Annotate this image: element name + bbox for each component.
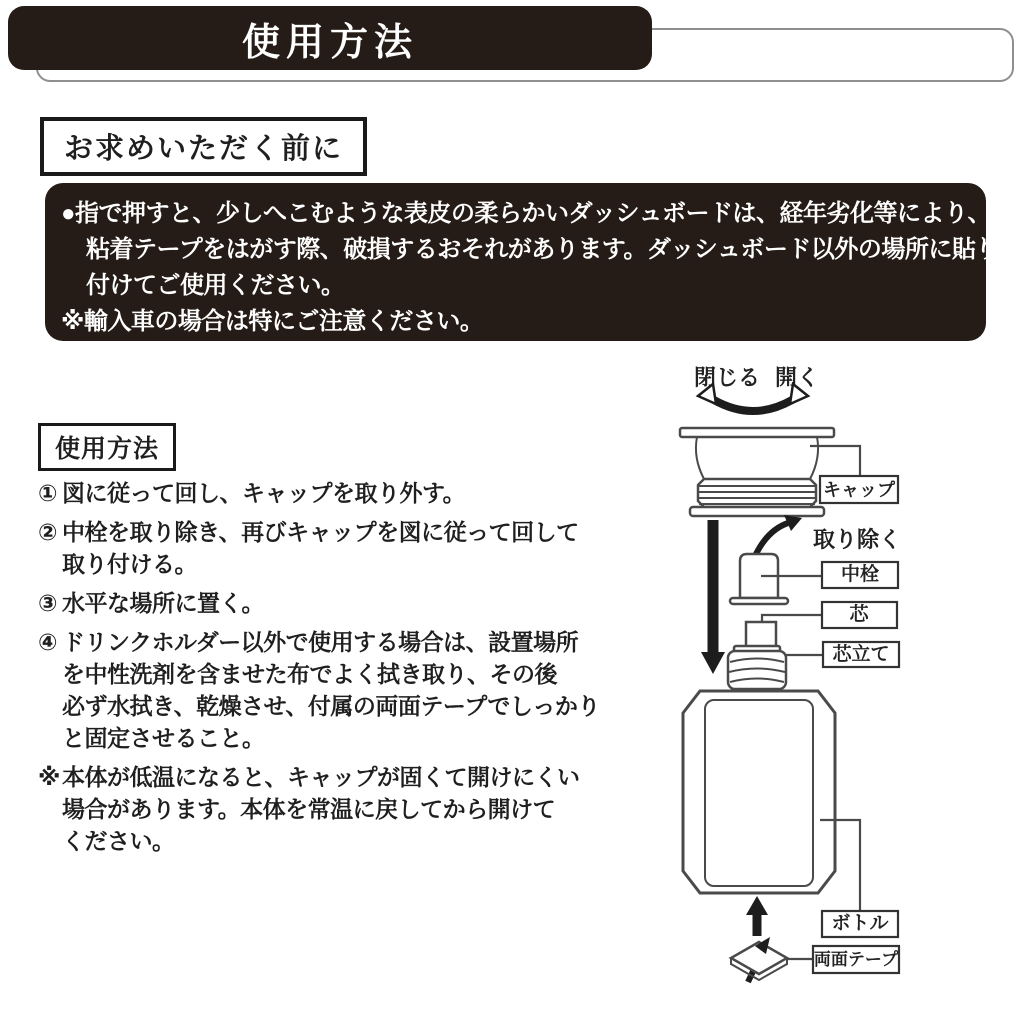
step-marker: ① [38, 480, 57, 506]
remove-arrow-icon [756, 515, 802, 554]
svg-text:キャップ: キャップ [823, 480, 895, 500]
cap-label [820, 476, 898, 503]
usage-steps [38, 477, 613, 864]
warning-note: ※輸入車の場合は特にご注意ください。 [61, 308, 484, 335]
tape-label [813, 946, 899, 973]
tape-shape [731, 937, 787, 982]
cap-shape [680, 428, 834, 516]
up-arrow-icon [746, 896, 768, 936]
warning-line: ●指で押すと、少しへこむような表皮の柔らかいダッシュボードは、経年劣化等により、 [61, 200, 992, 227]
page-header [8, 6, 652, 70]
remove-label: 取り除く [812, 527, 902, 552]
note-marker: ※ [61, 308, 84, 335]
svg-text:両面テープ: 両面テープ [813, 950, 899, 969]
warning-line: 粘着テープをはがす際、破損するおそれがあります。ダッシュボード以外の場所に貼り [86, 236, 999, 263]
inner-plug-label [822, 562, 898, 588]
step-marker: ② [38, 519, 57, 545]
temperature-note: ※本体が低温になると、キャップが固くて開けにくい 場合があります。本体を常温に戻してから開けて ください。 [38, 761, 613, 857]
bottle-shape [683, 691, 835, 893]
svg-text:ボトル: ボトル [831, 913, 889, 934]
down-arrow-icon [701, 520, 725, 674]
step-1: ① 図に従って回し、キャップを取り外す。 [38, 477, 613, 509]
step-2: ② 中栓を取り除き、再びキャップを図に従って回して 取り付ける。 [38, 516, 613, 580]
wick-label [822, 602, 897, 628]
warning-line: 付けてご使用ください。 [86, 272, 345, 299]
step-marker: ③ [38, 590, 57, 616]
close-direction-label: 閉じる [693, 365, 761, 390]
svg-text:中栓: 中栓 [840, 564, 880, 585]
bullet-icon: ● [61, 200, 75, 227]
svg-text:芯: 芯 [849, 604, 869, 625]
wick-shape [746, 622, 776, 648]
svg-text:芯立て: 芯立て [832, 644, 890, 665]
page-title: 使用方法 [241, 21, 418, 64]
before-purchase-title: お求めいただく前に [40, 117, 367, 176]
step-4: ④ ドリンクホルダー以外で使用する場合は、設置場所 を中性洗剤を含ませた布でよく拭き取り、その後 必ず水拭き、乾燥させ、付属の両面テープでしっかり と固定させること。 [38, 626, 613, 754]
step-marker: ④ [38, 629, 57, 655]
open-direction-label: 開く [774, 365, 820, 390]
bottle-label [822, 911, 898, 937]
usage-title: 使用方法 [38, 423, 176, 471]
step-3: ③ 水平な場所に置く。 [38, 587, 613, 619]
wick-stand-shape [728, 646, 786, 689]
wick-stand-label [823, 642, 899, 667]
inner-plug-shape [730, 554, 788, 604]
note-marker: ※ [38, 764, 60, 790]
bottle-diagram [620, 358, 1020, 1020]
warning-box [45, 183, 999, 341]
